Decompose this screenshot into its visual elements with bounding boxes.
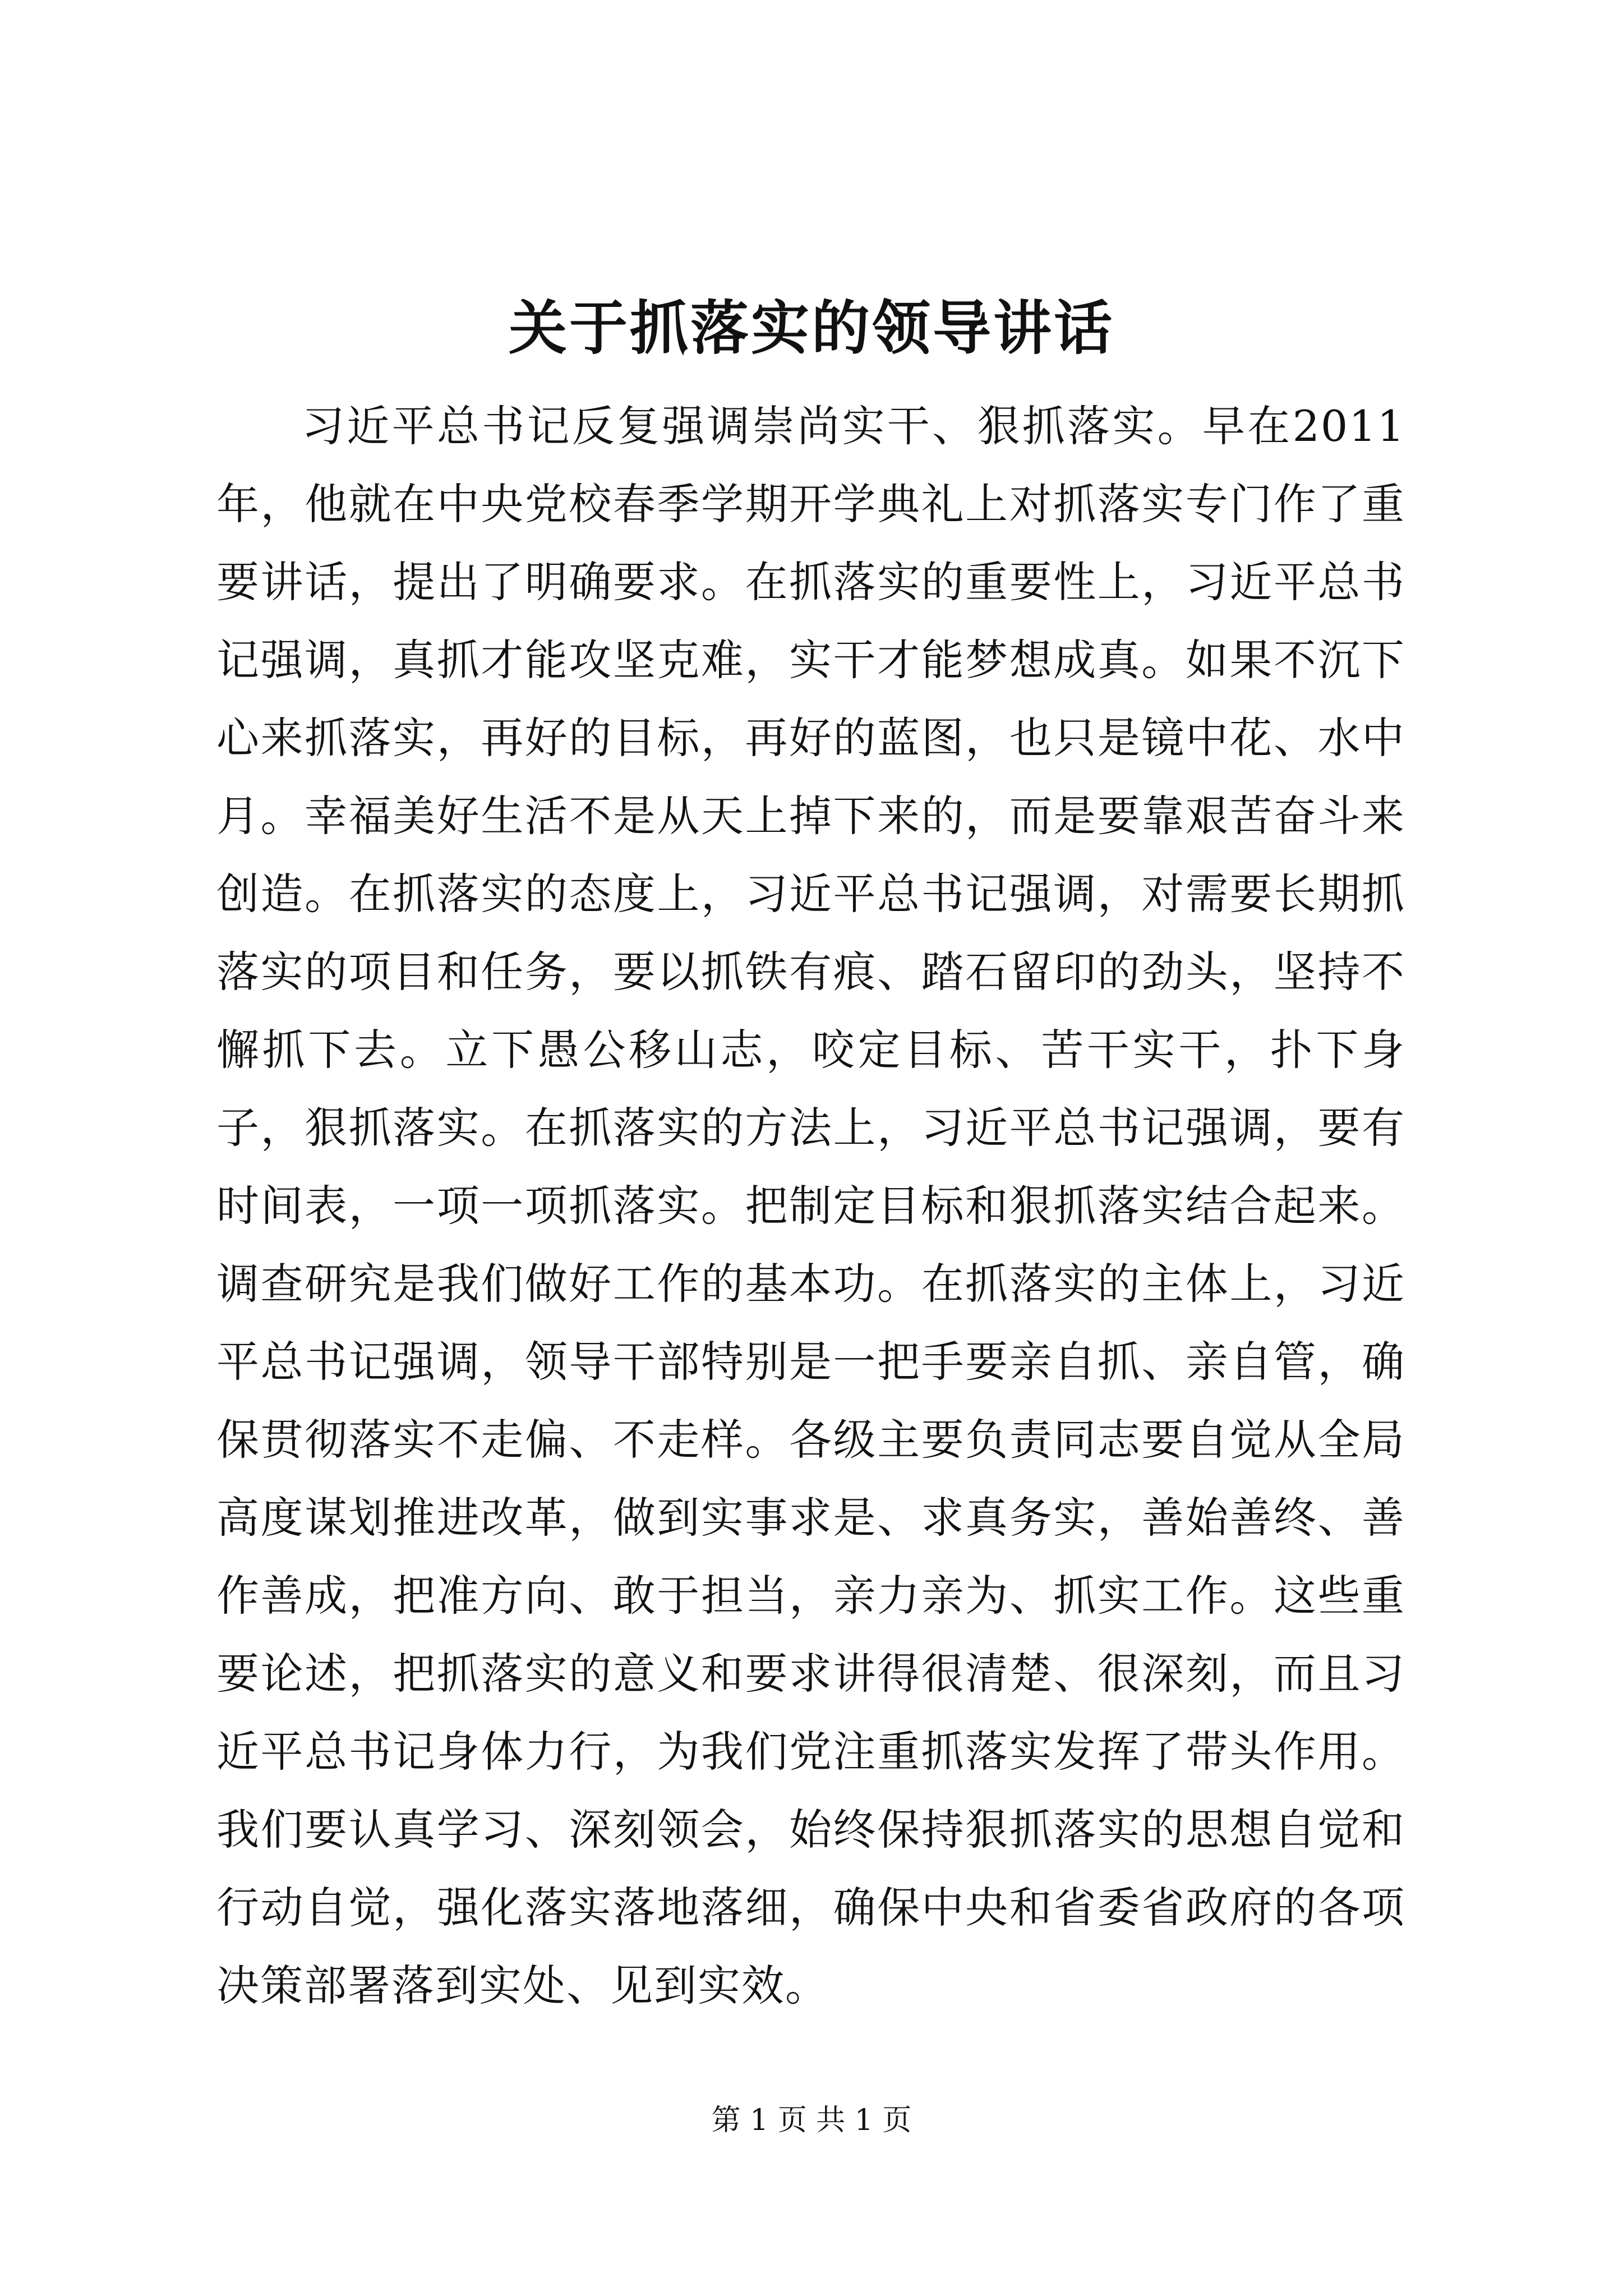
- document-body-paragraph: 习近平总书记反复强调崇尚实干、狠抓落实。早在2011年，他就在中央党校春季学期开学典礼上对抓落实专门作了重要讲话，提出了明确要求。在抓落实的重要性上，习近平总书记强调，真抓才能攻坚克难，实干才能梦想成真。如果不沉下心来抓落实，再好的目标，再好的蓝图，也只是镜中花、水中月。幸福美好生活不是从天上掉下来的，而是要靠艰苦奋斗来创造。在抓落实的态度上，习近平总书记强调，对需要长期抓落实的项目和任务，要以抓铁有痕、踏石留印的劲头，坚持不懈抓下去。立下愚公移山志，咬定目标、苦干实干，扑下身子，狠抓落实。在抓落实的方法上，习近平总书记强调，要有时间表，一项一项抓落实。把制定目标和狠抓落实结合起来。调查研究是我们做好工作的基本功。在抓落实的主体上，习近平总书记强调，领导干部特别是一把手要亲自抓、亲自管，确保贯彻落实不走偏、不走样。各级主要负责同志要自觉从全局高度谋划推进改革，做到实事求是、求真务实，善始善终、善作善成，把准方向、敢于担当，亲力亲为、抓实工作。这些重要论述，把抓落实的意义和要求讲得很清楚、很深刻，而且习近平总书记身体力行，为我们党注重抓落实发挥了带头作用。我们要认真学习、深刻领会，始终保持狠抓落实的思想自觉和行动自觉，强化落实落地落细，确保中央和省委省政府的各项决策部署落到实处、见到实效。: [216, 401, 1405, 2010]
- page-footer: 第 1 页 共 1 页: [711, 2104, 912, 2137]
- document-title: 关于抓落实的领导讲话: [508, 293, 1114, 362]
